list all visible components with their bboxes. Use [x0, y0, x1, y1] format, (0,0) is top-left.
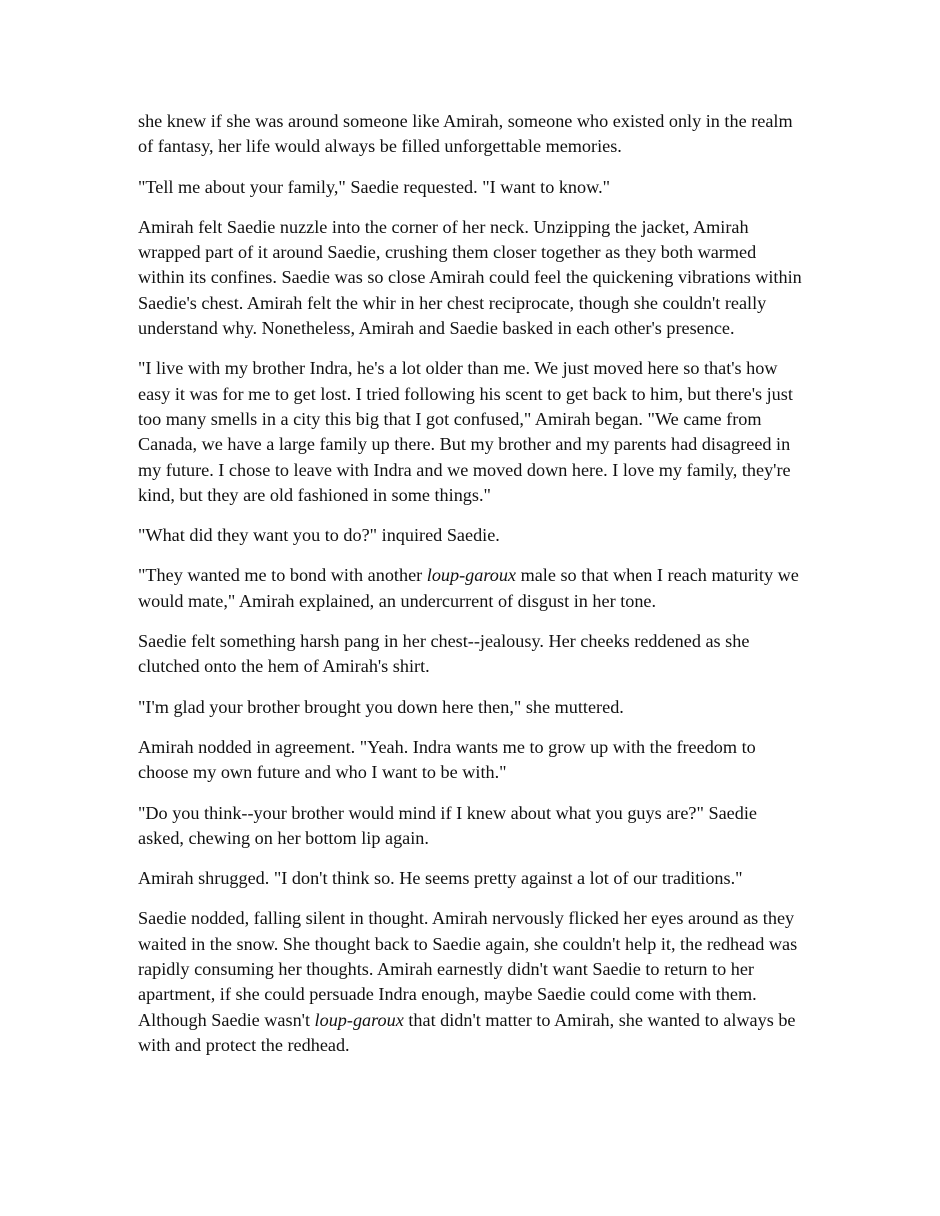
text-run: Amirah shrugged. "I don't think so. He seems pretty against a lot of our traditions.": [138, 868, 743, 889]
paragraph: [138, 523, 803, 548]
paragraph: [138, 735, 803, 786]
paragraph: [138, 109, 803, 160]
text-run: "I live with my brother Indra, he's a lot older than me. We just moved here so that's how easy it was for me to get lost. I tried following his scent to get back to him, but there's just too many smells in a city this big that I got confused," Amirah began. "We came from Canada, we have a large family up there. But my brother and my parents had disagreed in my future. I chose to leave with Indra and we moved down here. I love my family, they're kind, but they are old fashioned in some things.": [138, 358, 793, 505]
text-run: "Tell me about your family," Saedie requested. "I want to know.": [138, 176, 611, 197]
paragraph: [138, 215, 803, 341]
paragraph: [138, 906, 803, 1058]
text-run: "I'm glad your brother brought you down here then," she muttered.: [138, 696, 624, 717]
paragraph: [138, 356, 803, 508]
paragraph: [138, 866, 803, 891]
paragraph: [138, 801, 803, 852]
text-run: "Do you think--your brother would mind if I knew about what you guys are?" Saedie asked, chewing on her bottom lip again.: [138, 802, 757, 848]
text-run: "They wanted me to bond with another: [138, 565, 427, 586]
text-run: male so that when I reach maturity we would mate," Amirah explained, an undercurrent of disgust in her tone.: [138, 565, 799, 611]
text-run: that didn't matter to Amirah, she wanted to always be with and protect the redhead.: [138, 1009, 796, 1055]
italic-text-run: loup-garoux: [426, 565, 517, 586]
text-run: Saedie felt something harsh pang in her chest--jealousy. Her cheeks reddened as she clutched onto the hem of Amirah's shirt.: [138, 631, 750, 677]
paragraph: [138, 175, 803, 200]
paragraph: [138, 629, 803, 680]
italic-text-run: loup-garoux: [314, 1009, 404, 1030]
text-run: Saedie nodded, falling silent in thought. Amirah nervously flicked her eyes around as they waited in the snow. She thought back to Saedie again, she couldn't help it, the redhead was rapidly consuming her thoughts. Amirah earnestly didn't want Saedie to return to her apartment, if she could persuade Indra enough, maybe Saedie could come with them. Although Saedie wasn't: [138, 908, 798, 1030]
paragraph: [138, 563, 803, 614]
paragraph: [138, 695, 803, 720]
text-run: "What did they want you to do?" inquired Saedie.: [138, 525, 500, 546]
text-run: Amirah nodded in agreement. "Yeah. Indra wants me to grow up with the freedom to choose my own future and who I want to be with.": [138, 736, 756, 783]
text-run: Amirah felt Saedie nuzzle into the corner of her neck. Unzipping the jacket, Amirah wrapped part of it around Saedie, crushing them closer together as they both warmed within its confines. Saedie was so close Amirah could feel the quickening vibrations within Saedie's chest. Amirah felt the whir in her chest reciprocate, though she couldn't really understand why. Nonetheless, Amirah and Saedie basked in each other's presence.: [138, 216, 802, 339]
document-page: [138, 109, 803, 1073]
text-run: she knew if she was around someone like Amirah, someone who existed only in the realm of fantasy, her life would always be filled unforgettable memories.: [138, 111, 793, 157]
